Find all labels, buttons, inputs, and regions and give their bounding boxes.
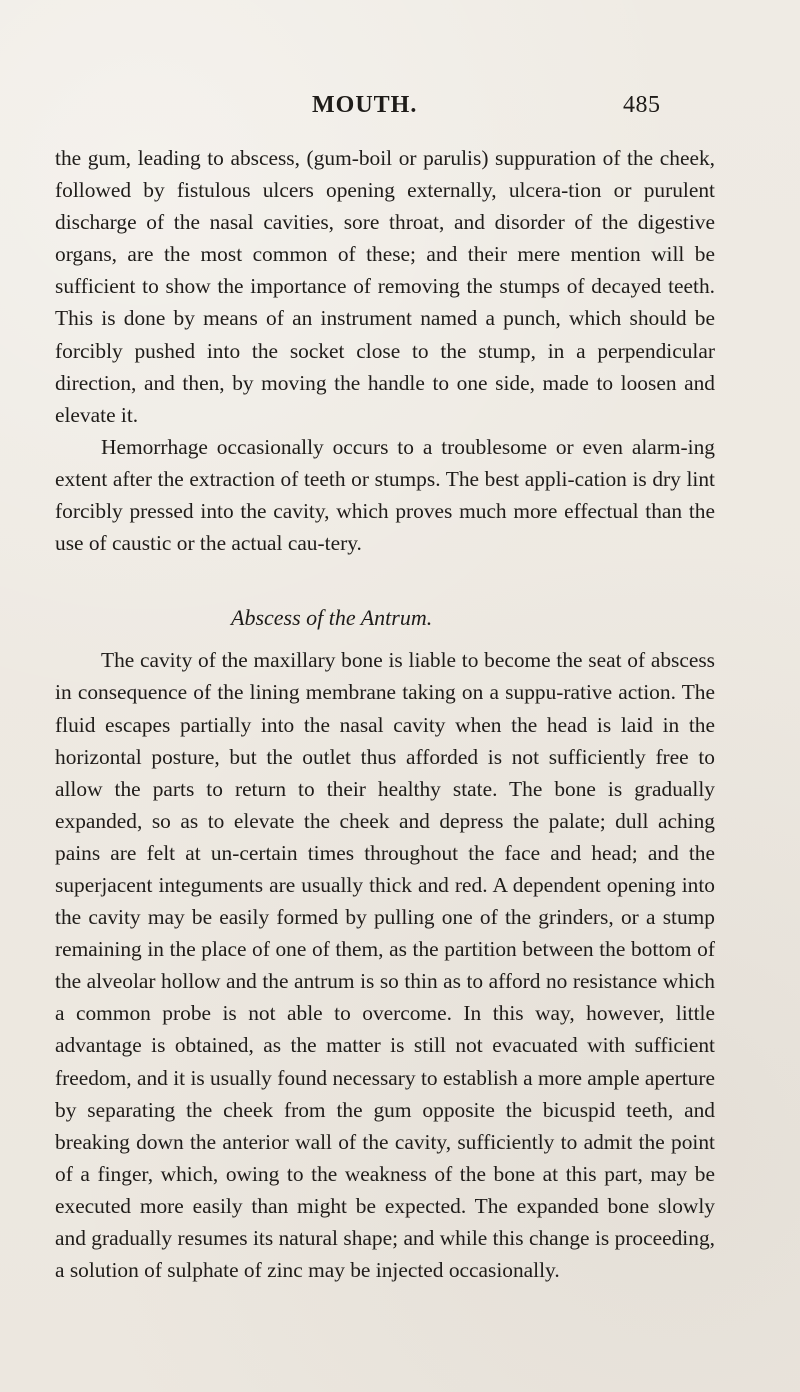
- page-number: 485: [623, 92, 661, 118]
- section-heading: Abscess of the Antrum.: [231, 605, 433, 631]
- running-title: MOUTH.: [312, 92, 418, 118]
- paragraph-2: Hemorrhage occasionally occurs to a troublesome or even alarm-ing extent after the extraction of teeth or stumps. The best appli-cation is dry lint forcibly pressed into the cavity, which proves much more effectual than the use of caustic or the actual cau-tery.: [55, 434, 715, 556]
- paragraph-3: The cavity of the maxillary bone is liable to become the seat of abscess in consequence of the lining membrane taking on a suppu-rative action. The fluid escapes partially into the nasal cavity when the head is laid in the horizontal posture, but the outlet thus afforded is not sufficiently free to allow the parts to return to their healthy state. The bone is gradually expanded, so as to elevate the cheek and depress the palate; dull aching pains are felt at un-certain times throughout the face and head; and the superjacent integuments are usually thick and red. A dependent opening into the cavity may be easily formed by pulling one of the grinders, or a stump remaining in the place of one of them, as the partition between the bottom of the alveolar hollow and the antrum is so thin as to afford no resistance which a common probe is not able to overcome. In this way, however, little advantage is obtained, as the matter is still not evacuated with sufficient freedom, and it is usually found necessary to establish a more ample aperture by separating the cheek from the gum opposite the bicuspid teeth, and breaking down the anterior wall of the cavity, sufficiently to admit the point of a finger, which, owing to the weakness of the bone at this part, may be executed more easily than might be expected. The expanded bone slowly and gradually resumes its natural shape; and while this change is proceeding, a solution of sulphate of zinc may be injected occasionally.: [55, 648, 715, 1283]
- paragraph-1: the gum, leading to abscess, (gum-boil or parulis) suppuration of the cheek, followed by fistulous ulcers opening externally, ulcera-tion or purulent discharge of the nasal cavities, sore throat, and disorder of the digestive organs, are the most common of these; and their mere mention will be sufficient to show the importance of removing the stumps of decayed teeth. This is done by means of an instrument named a punch, which should be forcibly pushed into the socket close to the stump, in a perpendicular direction, and then, by moving the handle to one side, made to loosen and elevate it.: [55, 146, 715, 427]
- body-text: [55, 142, 715, 1286]
